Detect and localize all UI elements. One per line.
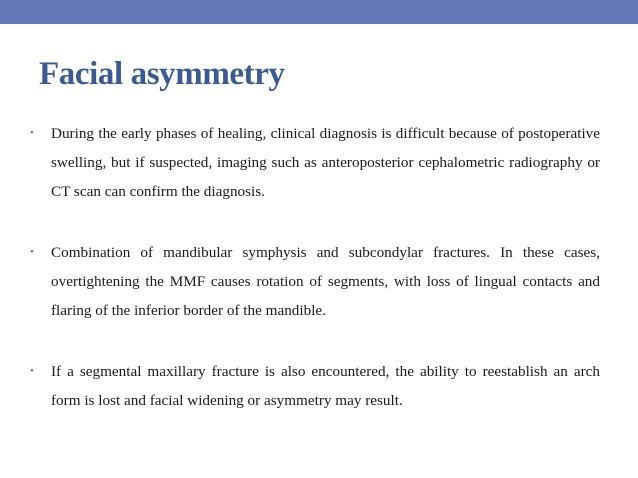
header-bar: [0, 0, 638, 24]
bullet-text-2: Combination of mandibular symphysis and subcondylar fractures. In these cases, overtightening the MMF causes rotation of segments, with loss of lingual contacts and flaring of the inferior border of the mandible.: [51, 244, 600, 319]
bullet-list: [30, 119, 600, 415]
bullet-item-1: [30, 119, 600, 206]
bullet-dot-icon: •: [30, 365, 34, 377]
slide-title: Facial asymmetry: [39, 56, 285, 92]
bullet-item-2: [30, 238, 600, 325]
bullet-dot-icon: •: [30, 127, 34, 139]
bullet-text-1: During the early phases of healing, clinical diagnosis is difficult because of postoperative swelling, but if suspected, imaging such as anteroposterior cephalometric radiography or CT scan can confirm the diagnosis.: [51, 125, 600, 200]
bullet-dot-icon: •: [30, 246, 34, 258]
bullet-text-3: If a segmental maxillary fracture is also encountered, the ability to reestablish an arch form is lost and facial widening or asymmetry may result.: [51, 363, 600, 409]
bullet-item-3: [30, 357, 600, 415]
